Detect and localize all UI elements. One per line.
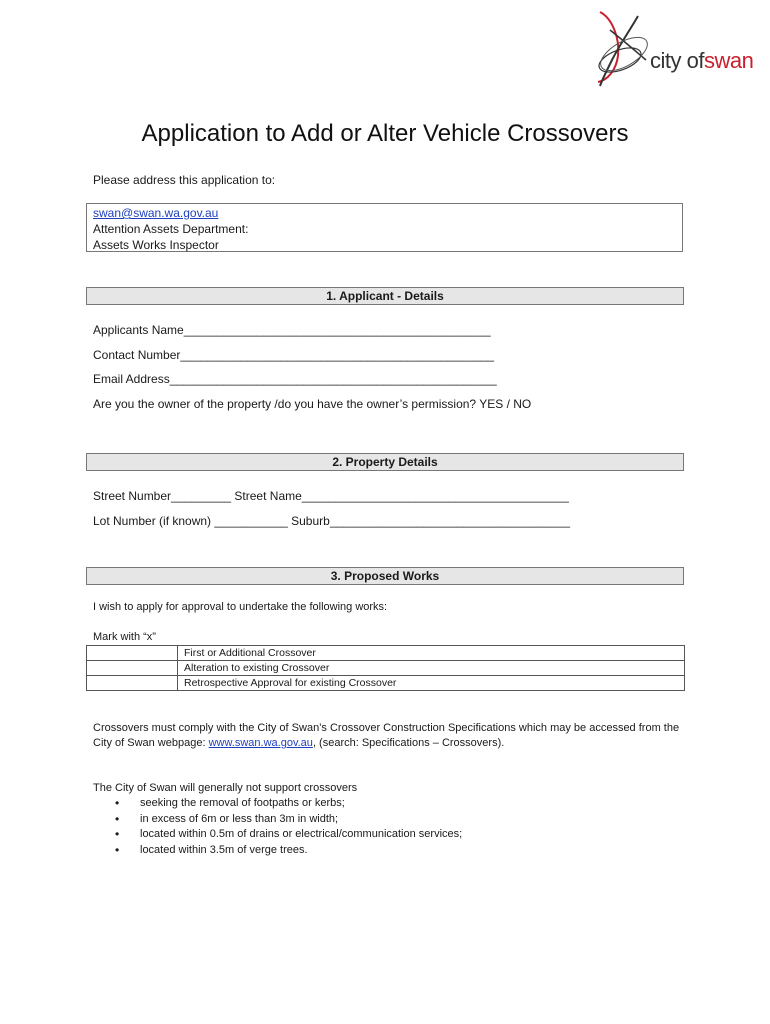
table-row (87, 646, 685, 661)
mark-cell[interactable] (87, 676, 178, 691)
applicant-name-field[interactable]: Applicants Name______________________________________________ (93, 323, 491, 337)
compliance-paragraph (93, 721, 693, 751)
list-item: • in excess of 6m or less than 3m in width; (113, 812, 462, 828)
inspector-line: Assets Works Inspector (93, 238, 219, 252)
table-row (87, 676, 685, 691)
email-address-field[interactable]: Email Address_________________________________________________ (93, 372, 497, 386)
logo-wordmark (650, 48, 753, 74)
page-title: Application to Add or Alter Vehicle Crossovers (141, 120, 629, 147)
section-applicant-details-heading: 1. Applicant - Details (86, 287, 684, 305)
swan-website-link[interactable]: www.swan.wa.gov.au (208, 737, 313, 749)
works-table (86, 645, 685, 691)
section-proposed-works-heading: 3. Proposed Works (86, 567, 684, 585)
city-of-swan-logo (590, 8, 760, 88)
lot-suburb-field[interactable]: Lot Number (if known) ___________ Suburb____________________________________ (93, 514, 571, 528)
not-support-intro: The City of Swan will generally not support crossovers (93, 782, 358, 794)
option-label: Retrospective Approval for existing Crossover (178, 676, 685, 691)
mark-cell[interactable] (87, 661, 178, 676)
list-item: • located within 3.5m of verge trees. (113, 843, 462, 859)
street-field[interactable]: Street Number_________ Street Name________________________________________ (93, 489, 569, 503)
logo-city-text: city of (650, 48, 704, 73)
address-intro: Please address this application to: (93, 173, 276, 187)
compliance-text-end: , (search: Specifications – Crossovers). (312, 737, 505, 749)
list-item: • seeking the removal of footpaths or kerbs; (113, 796, 462, 812)
mark-cell[interactable] (87, 646, 178, 661)
attention-line: Attention Assets Department: (93, 222, 249, 236)
works-intro: I wish to apply for approval to undertake the following works: (93, 601, 388, 613)
table-row (87, 661, 685, 676)
list-item: • located within 0.5m of drains or electrical/communication services; (113, 827, 462, 843)
option-label: First or Additional Crossover (178, 646, 685, 661)
owner-permission-question[interactable]: Are you the owner of the property /do you have the owner’s permission? YES / NO (93, 397, 532, 411)
mark-label: Mark with “x” (93, 631, 156, 643)
contact-number-field[interactable]: Contact Number_______________________________________________ (93, 348, 495, 362)
email-link[interactable]: swan@swan.wa.gov.au (93, 206, 219, 220)
section-property-details-heading: 2. Property Details (86, 453, 684, 471)
not-support-list (113, 796, 462, 858)
compliance-text: Crossovers must comply with the City of Swan’s Crossover Construction Specifications which may be accessed from the City of Swan webpage: (93, 722, 680, 749)
option-label: Alteration to existing Crossover (178, 661, 685, 676)
logo-swan-text: swan (703, 48, 754, 73)
address-box (86, 203, 683, 252)
